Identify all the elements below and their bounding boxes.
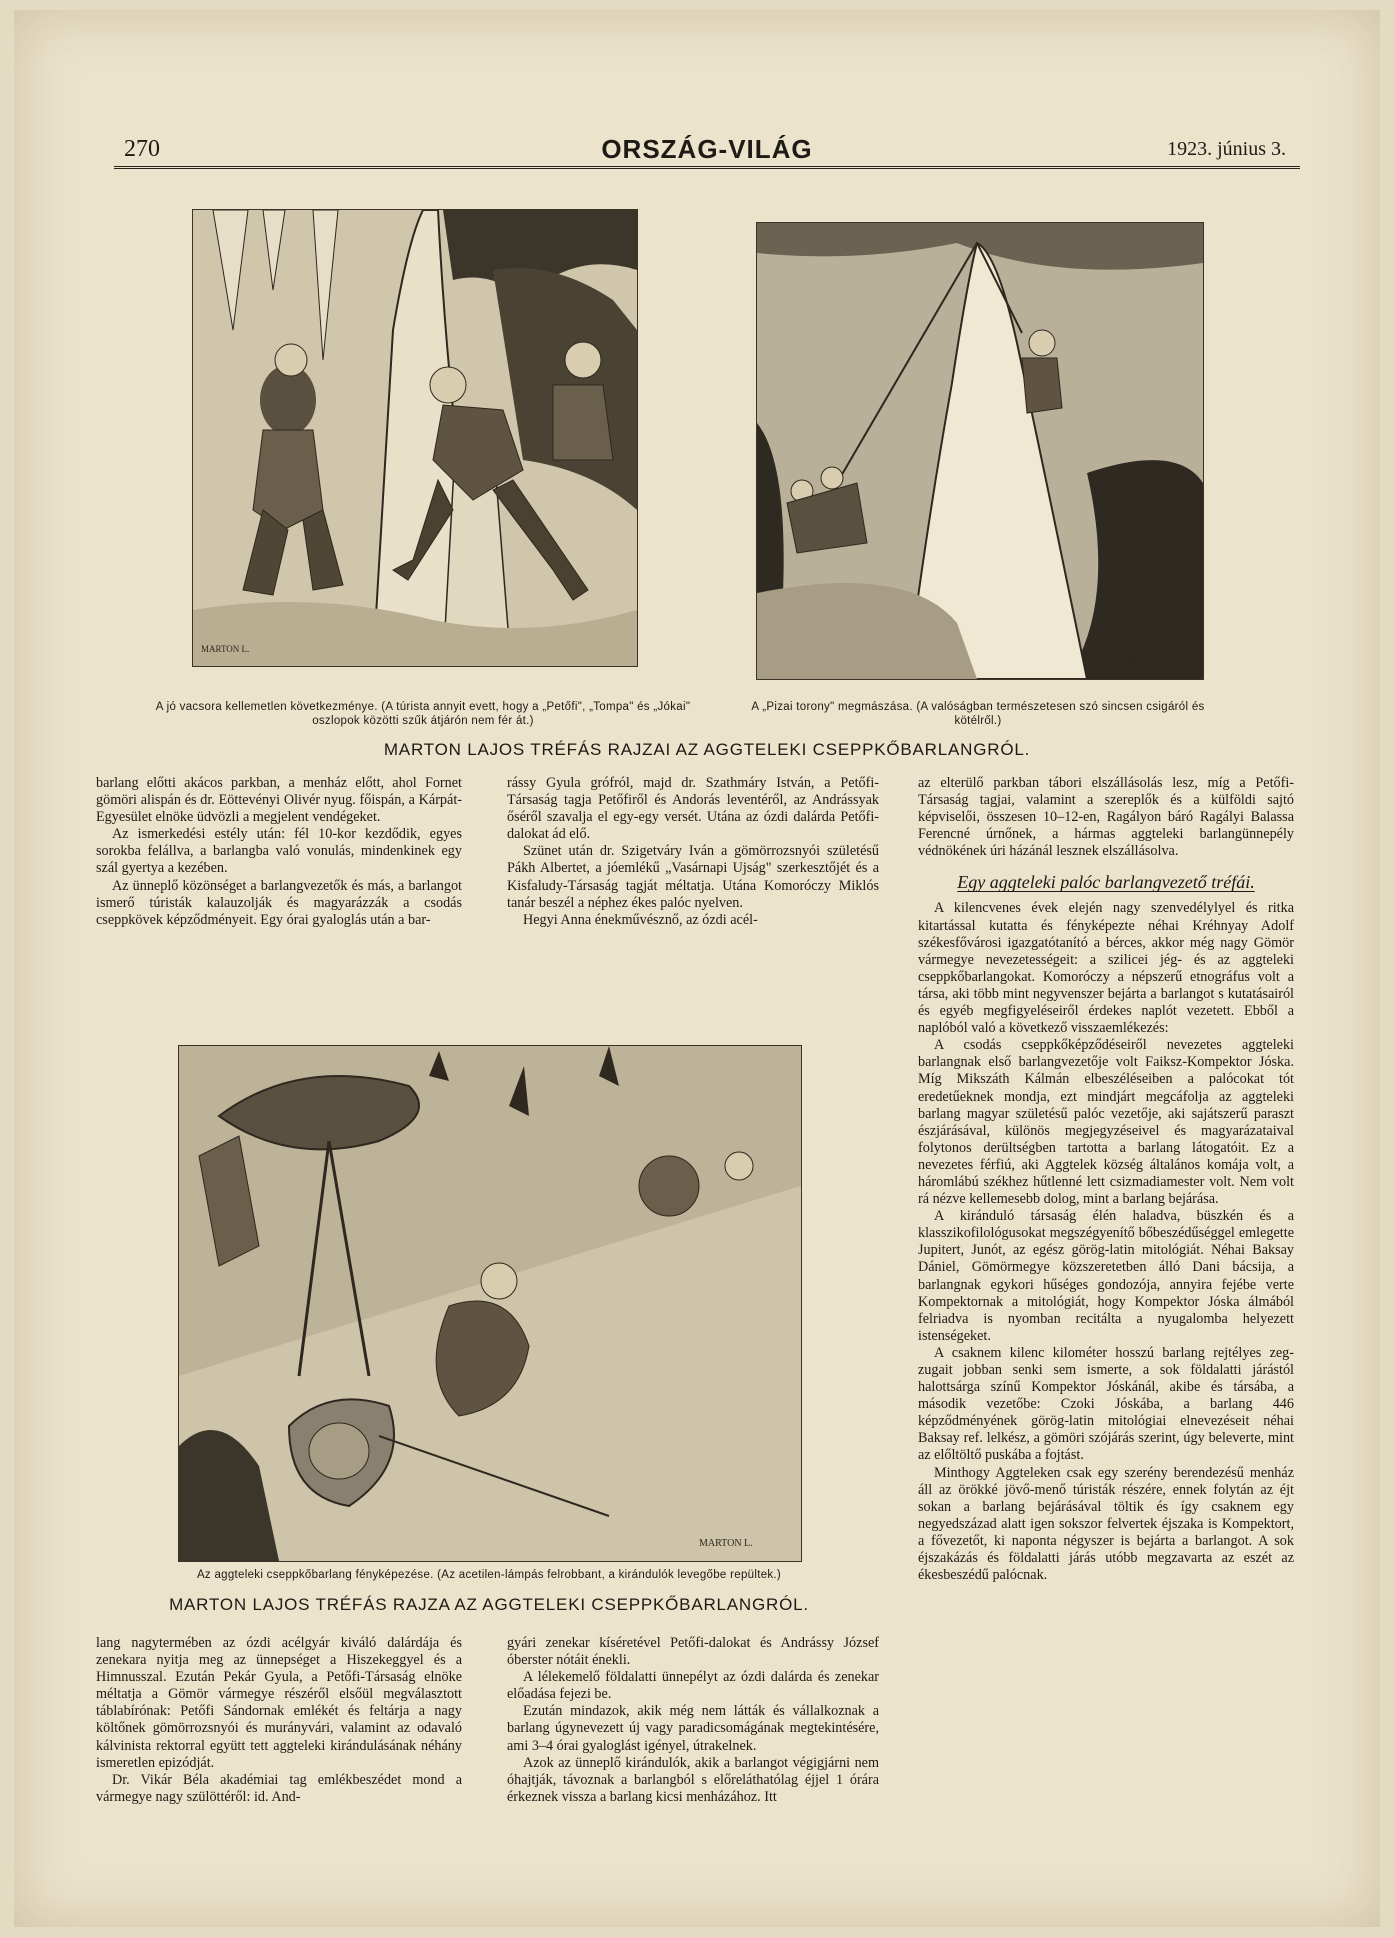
leaning-tower-drawing [757,223,1203,679]
illustration-signature: MARTON L. [201,644,250,654]
column-right [918,775,1294,1584]
illustration-signature: MARTON L. [1127,657,1176,667]
section-title-drawing: MARTON LAJOS TRÉFÁS RAJZA AZ AGGTELEKI CSEPPKŐBARLANGRÓL. [169,1595,809,1614]
paragraph: A kilencvenes évek elején nagy szenvedélylyel és ritka kitartással kutatta és fényképezte néhai Kréhnyay Adolf székesfővárosi igazgatótanító a bérces, akkor még nagy Gömör vármegye nevezetességeit: a szilicei jég- és az aggteleki cseppkőbarlangokat. Komoróczy a népszerű etnográfus volt a társa, aki több mint negyvenszer bejárta a barlangot s kutatásairól és egyéb megfigyeléseiről érdekes naplót vezetett. Ebből a naplóból való a következő visszaemlékezés: [918,900,1294,1037]
paragraph: A csodás cseppkőképződéseiről nevezetes aggteleki barlangnak első barlangvezetője volt Faiksz-Kompektor Jóska. Míg Mikszáth Kálmán elbeszéléseiben a palócokat tót eredetűeknek mondja, ezt mindjárt megcáfolja az aggteleki barlang magyar születésű palóc vezetője, aki sajátszerű paraszt észjárásával, különös megjegyzéseivel és magyarázataival folytonos derültségben tartotta a barlang látogatóit. Ez a nevezetes férfiú, aki Aggtelek község általános komája volt, a háromlábú székhez hűtlenné lett csizmadiamester volt. Nem volt rá nézve kellemesebb dolog, mint a barlang bejárása. [918,1037,1294,1208]
column-upper-left [96,775,462,929]
page-header [114,134,1300,169]
column-lower-left [96,1635,462,1806]
caption-photography: Az aggteleki cseppkőbarlang fényképezése. (Az acetilen-lámpás felrobbant, a kirándulók levegőbe repültek.) [196,1569,782,1581]
article-subheading: Egy aggteleki palóc barlangvezető tréfái. [957,872,1255,893]
section-title-drawings: MARTON LAJOS TRÉFÁS RAJZAI AZ AGGTELEKI CSEPPKŐBARLANGRÓL. [383,740,1031,759]
paragraph: Az ismerkedési estély után: fél 10-kor kezdődik, egyes sorokba felállva, a barlangba való vonulás, mindenkinek egy szál gyertya a kezében. [96,826,462,877]
paragraph: rássy Gyula grófról, majd dr. Szathmáry István, a Petőfi-Társaság tagja Petőfiről és Andorás leventéről, az Andrássyak őséről szavalja el egy-egy versét. Utána az ózdi dalárda Petőfi-dalokat ád elő. [507,775,879,843]
paragraph: Hegyi Anna énekművésznő, az ózdi acél- [523,911,758,928]
explosion-drawing [179,1046,801,1561]
column-lower-middle [507,1635,879,1806]
paragraph: Ezután mindazok, akik még nem látták és vállalkoznak a barlang úgynevezett új vagy paradicsomágának megtekintésére, ami 3–4 órai gyaloglást igényel, útrakelnek. [507,1703,879,1754]
paragraph: Szünet után dr. Szigetváry Iván a gömörrozsnyói születésű Pákh Albertet, a jóemlékű „Vasárnapi Ujság" szerkesztőjét és a Kisfaludy-Társaság tagját méltatja. Utána Komoróczy Miklós tanár beszél a néphez ékes palóc nyelven. [507,843,879,911]
paragraph: Minthogy Aggteleken csak egy szerény berendezésű menház áll az örökké jövő-menő túristák részére, ennek folytán az éjt sokan a barlang bejárásával töltik és így csaknem egy negyedszázad alatt igen sokszor felvertek éjszaka is Kompektort, a fővezetőt, ki naponta négyszer is bejárta a barlangot. A sok éjszakázás és földalatti járás utóbb megzavarta az eszét az ékesbeszédű palócnak. [918,1464,1294,1584]
paragraph: az elterülő parkban tábori elszállásolás lesz, míg a Petőfi-Társaság tagjai, valamint a szereplők és a külföldi sajtó képviselői, összesen 10–12-en, Ragályon báró Ragályi Balassa Ferencné úrnőnek, a hármas aggteleki barlangünnepély védnökének úri házánál lesznek elszállásolva. [918,775,1294,860]
issue-date: 1923. június 3. [1167,138,1286,160]
illustration-pisa-tower [756,222,1204,680]
magazine-title: ORSZÁG-VILÁG [601,134,813,164]
cave-passage-drawing [193,210,637,666]
paragraph: Azok az ünneplő kirándulók, akik a barlangot végigjárni nem óhajtják, távoznak a barlangból s előreláthatólag éjjel 1 órára érkeznek vissza a barlang kicsi menházához. Itt [507,1754,879,1805]
paragraph: A kiránduló társaság élén haladva, büszkén és a klasszikofilológusokat megszégyenítő bőbeszédűséggel emlegette Jupitert, Junót, az egész görög-latin mitológiát. Néhai Baksay Dániel, Gömörmegye közszeretetben álló Dani bácsija, a barlangnak egykori hűséges gondozója, annyira fejébe verte Kompektornak a mitológiát, hogy Kompektor Jóska álmából felriadva is nyomban recitálta a nyugalomba helyezett istenségeket. [918,1208,1294,1344]
paragraph: Az ünneplő közönséget a barlangvezetők és más, a barlangot ismerő túristák kalauzolják és magyarázzák a csodás cseppkövek képződményeit. Egy órai gyaloglás után a bar- [96,877,462,928]
illustration-signature: MARTON L. [699,1538,753,1549]
paragraph: gyári zenekar kíséretével Petőfi-dalokat és Andrássy József óberster nótáit énekli. [507,1635,879,1669]
page-number: 270 [124,136,160,162]
column-upper-middle [507,775,879,929]
paragraph: lang nagytermében az ózdi acélgyár kiváló dalárdája és zenekara nyitja meg az ünnepséget a Hiszekeggyel és a Himnusszal. Ezután Pekár Gyula, a Petőfi-Társaság elnöke méltatja a Gömör vármegye részéről elsőül megválasztott táblabírónak: Petőfi Sándornak emlékét és feltárja a nagy költőnek gömörrozsnyói és murányvári, valamint az odavaló kálvinista rektorral együtt tett aggteleki kirándulásának néhány ismeretlen epizódját. [96,1635,462,1771]
caption-dinner: A jó vacsora kellemetlen következménye. (A túrista annyit evett, hogy a „Petőfi", „Tompa" és „Jókai" oszlopok közötti szűk átjárón nem fér át.) [155,701,691,727]
caption-pisa: A „Pizai torony" megmászása. (A valóságban természetesen szó sincsen csigáról és kötélről.) [751,701,1205,727]
paragraph: Dr. Vikár Béla akadémiai tag emlékbeszédet mond a vármegye nagy szülöttéről: id. And- [96,1771,462,1805]
paragraph: A lélekemelő földalatti ünnepélyt az ózdi dalárda és zenekar előadása fejezi be. [507,1669,879,1703]
paragraph: A csaknem kilenc kilométer hosszú barlang rejtélyes zeg-zugait jobban senki sem ismerte, a sok földalatti járástól halottsárga színű Kompektor Jóskánál, akibe és társába, a második vezetőbe: Czoki Jóskába, a barlang 446 képződményének görög-latin mitológiai elnevezéseit néhai Baksay ref. lelkész, a gömöri szójárás szerint, úgy beleverte, mint az előltöltő puskába a fojtást. [918,1344,1294,1464]
illustration-dinner-consequence [192,209,638,667]
illustration-cave-photography [178,1045,802,1562]
paragraph: barlang előtti akácos parkban, a menház előtt, ahol Fornet gömöri alispán és dr. Eöttevényi Olivér nyug. főispán, a Kárpát-Egyesület elnöke üdvözli a megjelent vendégeket. [96,775,462,826]
magazine-page [14,10,1380,1927]
